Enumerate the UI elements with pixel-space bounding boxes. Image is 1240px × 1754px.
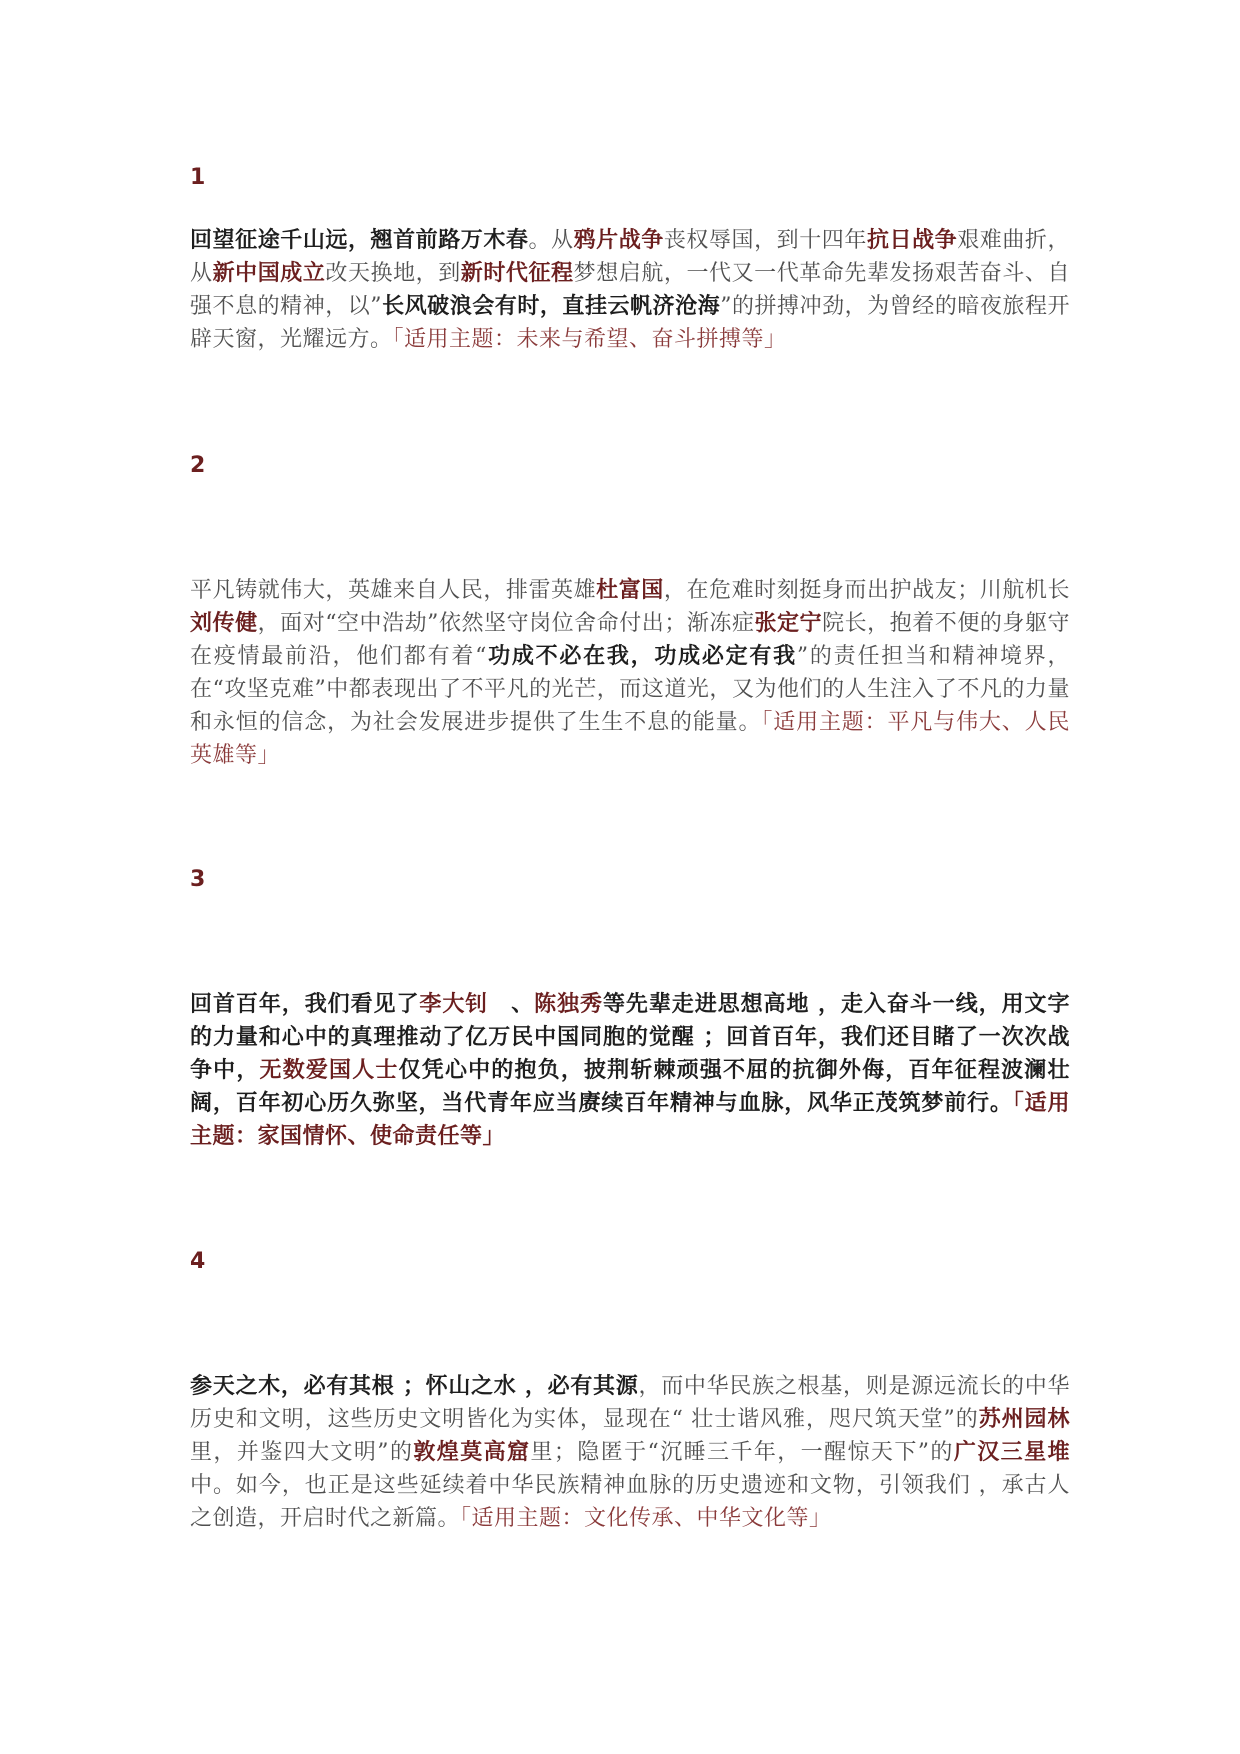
theme-tag: 「适用主题：未来与希望、奋斗拼搏等」	[392, 327, 787, 352]
quote-text: 功成不必在我，功成必定有我	[486, 644, 797, 669]
keyword-highlight: 抗日战争	[866, 228, 958, 253]
body-text: 平凡铸就伟大，英雄来自人民，排雷英雄	[190, 578, 597, 603]
keyword-highlight: 李大钊	[419, 992, 512, 1017]
body-text: 里；隐匿于“沉睡三千年，一醒惊天下”的	[530, 1440, 954, 1465]
section-number-4: 4	[190, 1249, 206, 1274]
theme-tag: 「适用主题：文化传承、中华文化等」	[460, 1506, 832, 1531]
body-text: 。从	[528, 228, 574, 253]
body-text: 改天换地，到	[325, 261, 461, 286]
body-text: 院长，抱着不便的身躯守在疫情最前沿，他们都有着“	[190, 611, 1070, 669]
body-text: ，面对“空中浩劫”依然坚守岗位舍命付出；渐冻症	[257, 611, 755, 636]
keyword-highlight: 鸦片战争	[573, 228, 664, 253]
theme-tag: 「适用主题：平凡与伟大、人民英雄等」	[190, 710, 1070, 768]
body-text: 回首百年，我们看见了	[190, 992, 420, 1017]
keyword-highlight: 敦煌莫高窟	[413, 1440, 531, 1465]
body-text: 丧权辱国，到十四年	[663, 228, 867, 253]
section-paragraph-1	[190, 224, 1070, 356]
section-paragraph-4	[190, 1370, 1070, 1535]
body-text: ，而中华民族之根基，则是源远流长的中华历史和文明，这些历史文明皆化为实体，显现在“ 壮士谐风雅，咫尺筑天堂”的	[190, 1374, 1070, 1432]
body-text: 、	[511, 992, 535, 1017]
quote-text: 回望征途千山远，翘首前路万木春	[190, 228, 529, 253]
keyword-highlight: 苏州园林	[978, 1407, 1070, 1432]
body-text: 等先辈走进思想高地 ，走入奋斗一线，用文字的力量和心中的真理推动了亿万民中国同胞的觉醒 ；回首百年，我们还目睹了一次次战争中，	[190, 992, 1070, 1083]
section-number-2: 2	[190, 453, 206, 478]
keyword-highlight: 刘传健	[190, 611, 258, 636]
keyword-highlight: 广汉三星堆	[953, 1440, 1070, 1465]
body-text: 艰难曲折，从	[190, 228, 1070, 286]
quote-text: 参天之木，必有其根 ；怀山之水 ，必有其源	[190, 1374, 639, 1399]
keyword-highlight: 无数爱国人士	[259, 1058, 399, 1083]
section-number-3: 3	[190, 867, 206, 892]
body-text: ”的拼搏冲劲，为曾经的暗夜旅程开辟天窗，光耀远方。	[190, 294, 1071, 352]
body-text: 里，并鉴四大文明”的	[190, 1440, 414, 1465]
body-text: ”的责任担当和精神境界，在“攻坚克难”中都表现出了不平凡的光芒，而这道光，又为他们的人生注入了不凡的力量和永恒的信念，为社会发展进步提供了生生不息的能量。	[190, 644, 1070, 735]
keyword-highlight: 杜富国	[596, 578, 664, 603]
quote-text: 长风破浪会有时，直挂云帆济沧海	[382, 294, 721, 319]
body-text: 梦想启航，一代又一代革命先辈发扬艰苦奋斗、自强不息的精神，以”	[190, 261, 1070, 319]
body-text: 中。如今，也正是这些延续着中华民族精神血脉的历史遗迹和文物，引领我们 ，承古人之创造，开启时代之新篇。	[190, 1473, 1070, 1531]
body-text: 仅凭心中的抱负，披荆斩棘顽强不屈的抗御外侮，百年征程波澜壮阔，百年初心历久弥坚，当代青年应当赓续百年精神与血脉，风华正茂筑梦前行。	[190, 1058, 1070, 1116]
theme-tag: 「适用主题：家国情怀、使命责任等」	[190, 1091, 1070, 1149]
keyword-highlight: 陈独秀	[534, 992, 603, 1017]
section-number-1: 1	[190, 165, 206, 190]
keyword-highlight: 新中国成立	[212, 261, 326, 286]
keyword-highlight: 张定宁	[754, 611, 823, 636]
body-text: ，在危难时刻挺身而出护战友；川航机长	[663, 578, 1070, 603]
section-paragraph-2	[190, 574, 1070, 772]
section-paragraph-3	[190, 988, 1070, 1153]
keyword-highlight: 新时代征程	[460, 261, 574, 286]
